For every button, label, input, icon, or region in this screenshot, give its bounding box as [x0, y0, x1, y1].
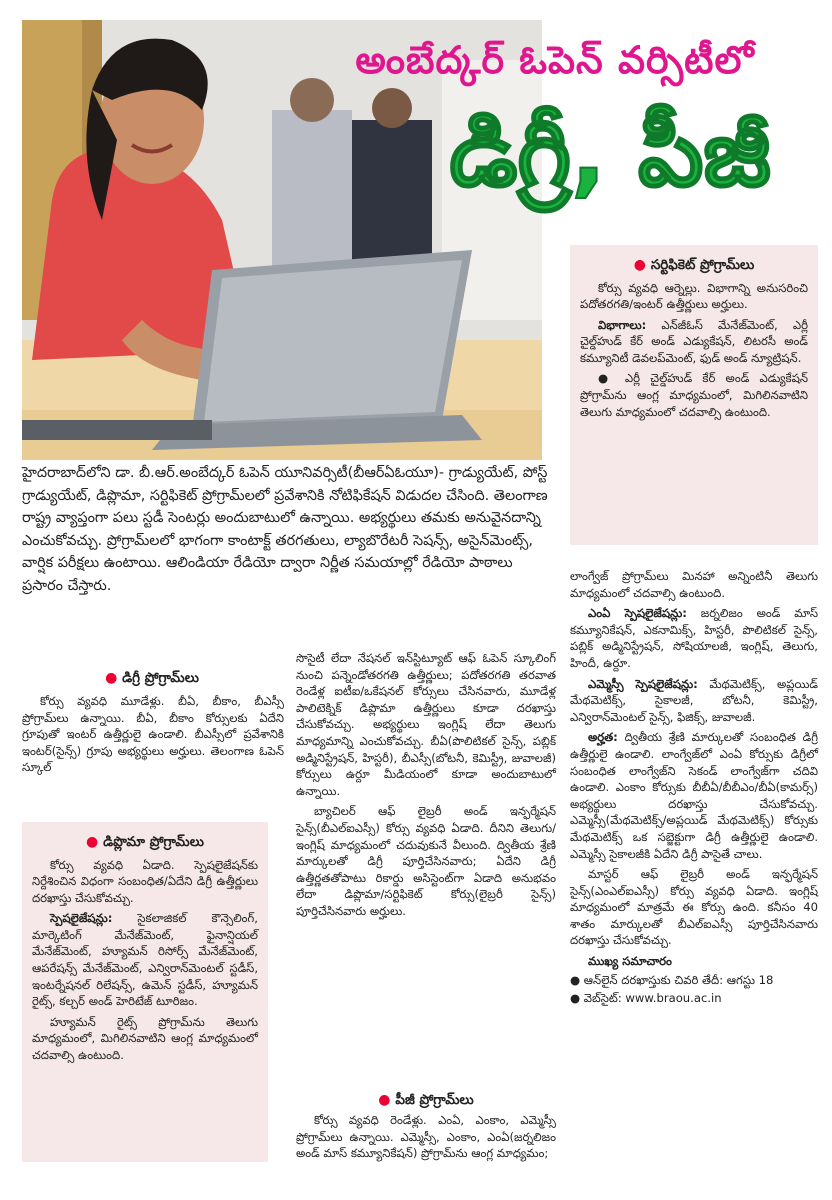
headline-main: డిగ్రీ, పీజీ — [449, 100, 771, 207]
key-info-heading: ముఖ్య సమాచారం — [588, 954, 672, 969]
bullet-icon: ● — [633, 257, 651, 273]
pg-medium-continued: లాంగ్వేజ్ ప్రోగ్రామ్‌లు మినహా అన్నింటినీ తెలుగు మాధ్యమంలో చదవాల్సి ఉంటుంది. — [570, 569, 818, 600]
certificate-heading: ● సర్టిఫికెట్ ప్రోగ్రామ్‌లు — [633, 257, 755, 273]
degree-eligibility-continued: సొసైటీ లేదా నేషనల్ ఇన్‌స్టిట్యూట్ ఆఫ్ ఓపెన్ స్కూలింగ్ నుంచి పన్నెండోతరగతి ఉత్తీర్ణులు; పదోతరగతి తరవాత రెండేళ్ల ఐటీఐ/ఒకేషనల్ కోర్సులు చేసినవారు, మూడేళ్ల పాలిటెక్నిక్ డిప్లొమా ఉత్తీర్ణులు కూడా దరఖాస్తు చేసుకోవచ్చు. అభ్యర్థులు ఇంగ్లిష్ లేదా తెలుగు మాధ్యమాన్ని ఎంచుకోవచ్చు. బీఏ(పొలిటికల్ సైన్స్, పబ్లిక్ అడ్మినిస్ట్రేషన్, హిస్టరీ), బీఎస్సీ(బోటనీ, కెమిస్ట్రీ, జువాలజీ) కోర్సులు ఉర్దూ మీడియంలో కూడా అందుబాటులో ఉన్నాయి. — [296, 651, 556, 798]
mlisc-paragraph: మాస్టర్ ఆఫ్ లైబ్రరీ అండ్ ఇన్ఫర్మేషన్ సైన్స్(ఎంఎల్ఐఎస్సీ) కోర్సు వ్యవధి ఏడాది. ఇంగ్లిష్ మాధ్యమంలో మాత్రమే ఈ కోర్సు ఉంది. కనీసం 40 శాతం మార్కులతో బీఎల్ఐఎస్సీ పూర్తిచేసినవారు దరఖాస్తు చేసుకోవచ్చు. — [570, 867, 818, 948]
blisc-paragraph: బ్యాచిలర్ ఆఫ్ లైబ్రరీ అండ్ ఇన్ఫర్మేషన్ సైన్స్(బీఎల్ఐఎస్సీ) కోర్సు వ్యవధి ఏడాది. దీనిని తెలుగు/ఇంగ్లిష్ మాధ్యమంలో చదువుకునే వీలుంది. ద్వితీయ శ్రేణి మార్కులతో డిగ్రీ పూర్తిచేసినవారు; ఏదేని డిగ్రీ ఉత్తీర్ణతతోపాటు రికార్డు అసిస్టెంట్‌గా ఏడాది అనుభవం లేదా డిప్లొమా/సర్టిఫికెట్ కోర్సు(లైబ్రరీ సైన్స్) పూర్తిచేసినవారు అర్హులు. — [296, 804, 556, 918]
key-info-list — [570, 972, 818, 1007]
headline-top: అంబేద్కర్ ఓపెన్ వర్సిటీలో — [355, 38, 755, 82]
pg-paragraph: కోర్సు వ్యవధి రెండేళ్లు. ఎంఏ, ఎంకాం, ఎమ్మెస్సీ ప్రోగ్రామ్‌లు ఉన్నాయి. ఎమ్మెస్సీ, ఎంకాం, ఎంఏ(జర్నలిజం అండ్ మాస్ కమ్యూనికేషన్) ప్రోగ్రామ్‌ను ఆంగ్ల మాధ్యమం; — [296, 1113, 556, 1161]
pg-heading: ● పీజీ ప్రోగ్రామ్‌లు — [378, 1092, 474, 1108]
bullet-icon: ● — [378, 1092, 396, 1108]
certificate-medium: ● ఎర్లీ చైల్డ్‌హుడ్ కేర్ అండ్ ఎడ్యుకేషన్ ప్రోగ్రామ్‌ను ఆంగ్ల మాధ్యమంలో, మిగిలినవాటిని తెలుగు మాధ్యమంలో చదవాల్సి ఉంటుంది. — [580, 371, 808, 419]
degree-paragraph: కోర్సు వ్యవధి మూడేళ్లు. బీఏ, బీకాం, బీఎస్సీ ప్రోగ్రామ్‌లు ఉన్నాయి. బీఏ, బీకాం కోర్సులకు ఏదేని గ్రూపుతో ఇంటర్ ఉత్తీర్ణులై ఉండాలి. బీఎస్సీలో ప్రవేశానికి ఇంటర్(సైన్స్) గ్రూపు అభ్యర్థులు అర్హులు. తెలంగాణ ఓపెన్ స్కూల్ — [22, 694, 284, 775]
bullet-icon: ● — [86, 834, 104, 850]
pg-eligibility: అర్హత: ద్వితీయ శ్రేణి మార్కులతో సంబంధిత డిగ్రీ ఉత్తీర్ణులై ఉండాలి. లాంగ్వేజ్‌లో ఎంఏ కోర్సుకు డిగ్రీలో సంబంధిత లాంగ్వేజ్‌ని సెకండ్ లాంగ్వేజ్‌గా చదివి ఉండాలి. ఎంకాం కోర్సుకు బీబీఏ/బీబీఎం/బీఏ(కామర్స్) అభ్యర్థులు దరఖాస్తు చేసుకోవచ్చు. ఎమ్మెస్సీ(మేథమెటిక్స్/అప్లయిడ్ మేథమెటిక్స్) కోర్సుకు మేథమెటిక్స్ ఒక సబ్జెక్టుగా డిగ్రీ ఉత్తీర్ణులై ఉండాలి. ఎమ్మెస్సీ సైకాలజీకి ఏదేని డిగ్రీ పాసైతే చాలు. — [570, 730, 818, 861]
ma-specializations: ఎంఏ స్పెషలైజేషన్లు: జర్నలిజం అండ్ మాస్ కమ్యూనికేషన్, ఎకనామిక్స్, హిస్టరీ, పొలిటికల్ సైన్స్, పబ్లిక్ అడ్మినిస్ట్రేషన్, సోషియాలజీ, ఇంగ్లిష్, తెలుగు, హిందీ, ఉర్దూ. — [570, 606, 818, 670]
certificate-departments: విభాగాలు: ఎన్‌జీఓస్ మేనేజ్‌మెంట్, ఎర్లీ చైల్డ్‌హుడ్ కేర్ అండ్ ఎడ్యుకేషన్, లిటరసీ అండ్ కమ్యూనిటీ డెవలప్‌మెంట్, ఫుడ్ అండ్ న్యూట్రిషన్. — [580, 317, 808, 365]
diploma-heading: ● డిప్లొమా ప్రోగ్రామ్‌లు — [86, 834, 204, 850]
column-three — [570, 568, 818, 1009]
msc-specializations: ఎమ్మెస్సీ స్పెషలైజేషన్లు: మేథమెటిక్స్, అప్లయిడ్ మేథమెటిక్స్, సైకాలజీ, బోటనీ, కెమిస్ట్రీ, ఎన్విరాన్‌మెంటల్ సైన్స్, ఫిజిక్స్, జువాలజీ. — [570, 676, 818, 724]
pg-body — [296, 1112, 556, 1166]
website-item: ● వెబ్‌సైట్: www.braou.ac.in — [570, 991, 722, 1006]
column-two — [296, 650, 556, 924]
intro-paragraph: హైదరాబాద్‌లోని డా. బీ.ఆర్.అంబేద్కర్ ఓపెన్ యూనివర్సిటీ(బీఆర్ఏఓయూ)- గ్రాడ్యుయేట్, పోస్ట్ గ్రాడ్యుయేట్, డిప్లొమా, సర్టిఫికెట్ ప్రోగ్రామ్‌లలో ప్రవేశానికి నోటిఫికేషన్ విడుదల చేసింది. తెలంగాణ రాష్ట్ర వ్యాప్తంగా పలు స్టడీ సెంటర్లు అందుబాటులో ఉన్నాయి. అభ్యర్థులు తమకు అనువైనదాన్ని ఎంచుకోవచ్చు. ప్రోగ్రామ్‌లలో భాగంగా కాంటాక్ట్ తరగతులు, ల్యాబొరేటరీ సెషన్స్, అసైన్‌మెంట్స్, వార్షిక పరీక్షలు ఉంటాయి. ఆలిండియా రేడియో ద్వారా నిర్ణీత సమయాల్లో రేడియో పాఠాలు ప్రసారం చేస్తారు. — [22, 465, 548, 594]
diploma-duration: కోర్సు వ్యవధి ఏడాది. స్పెషలైజేషన్‌కు నిర్దేశించిన విధంగా సంబంధిత/ఏదేని డిగ్రీ ఉత్తీర్ణులు దరఖాస్తు చేసుకోవచ్చు. — [32, 857, 258, 905]
diploma-section — [22, 822, 268, 1162]
certificate-section — [570, 245, 818, 545]
certificate-duration: కోర్సు వ్యవధి ఆర్నెల్లు. విభాగాన్ని అనుసరించి పదోతరగతి/ఇంటర్ ఉత్తీర్ణులు అర్హులు. — [580, 280, 808, 312]
bullet-icon: ● — [105, 670, 123, 686]
degree-heading: ● డిగ్రీ ప్రోగ్రామ్‌లు — [105, 670, 199, 686]
degree-body — [22, 693, 284, 780]
last-date-item: ● ఆన్‌లైన్ దరఖాస్తుకు చివరి తేదీ: ఆగస్టు 18 — [570, 972, 774, 987]
diploma-specializations: స్పెషలైజేషన్లు: సైకలాజికల్ కౌన్సెలింగ్, మార్కెటింగ్ మేనేజ్‌మెంట్, ఫైనాన్షియల్ మేనేజ్‌మెంట్, హ్యూమన్ రిసోర్స్ మేనేజ్‌మెంట్, ఆపరేషన్స్ మేనేజ్‌మెంట్, ఎన్విరాన్‌మెంటల్ స్టడీస్, ఇంటర్నేషనల్ రిలేషన్స్, ఉమెన్ స్టడీస్, హ్యూమన్ రైట్స్, కల్చర్ అండ్ హెరిటేజ్ టూరిజం. — [32, 911, 258, 1009]
diploma-medium: హ్యూమన్ రైట్స్ ప్రోగ్రామ్‌ను తెలుగు మాధ్యమంలో, మిగిలినవాటిని ఆంగ్ల మాధ్యమంలో చదవాల్సి ఉంటుంది. — [32, 1014, 258, 1063]
